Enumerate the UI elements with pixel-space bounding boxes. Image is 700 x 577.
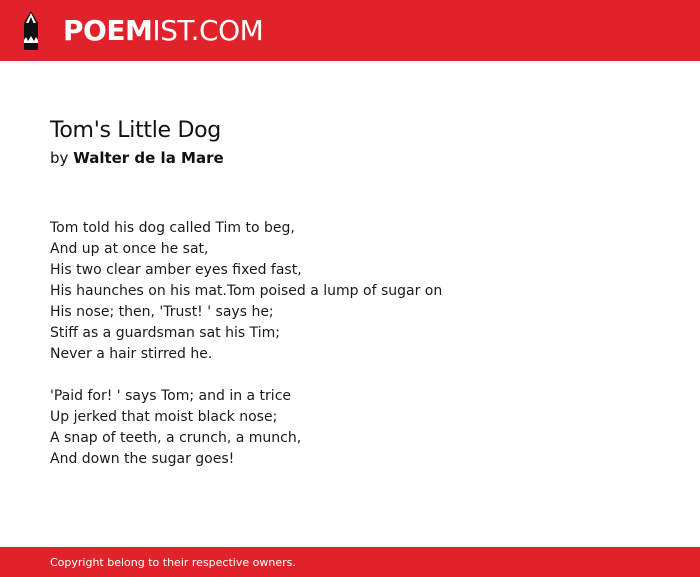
logo-text-light: IST.COM [152,13,264,47]
poem-byline [50,148,670,168]
copyright-text: Copyright belong to their respective owners. [50,555,296,569]
poem-line: Tom told his dog called Tim to beg, [50,220,295,236]
poem-stanza-1 [50,218,670,365]
site-header [0,0,700,61]
poem-line: A snap of teeth, a crunch, a munch, [50,430,302,446]
poem-title: Tom's Little Dog [50,118,221,143]
poem-line: Never a hair stirred he. [50,346,213,362]
site-logo-text [63,13,264,47]
poem-line: And down the sugar goes! [50,451,235,467]
logo-text-bold: POEM [63,13,153,47]
poem-line: 'Paid for! ' says Tom; and in a trice [50,388,292,404]
poem-line: Stiff as a guardsman sat his Tim; [50,325,280,341]
poem-author: Walter de la Mare [73,149,224,167]
site-footer [0,547,700,577]
poem-body [50,218,670,470]
poem-line: And up at once he sat, [50,241,209,257]
poem-line: His two clear amber eyes fixed fast, [50,262,302,278]
poem-line: His haunches on his mat.Tom poised a lump of sugar on [50,283,443,299]
pen-nib-icon [19,10,43,52]
poem-line: Up jerked that moist black nose; [50,409,278,425]
byline-prefix: by [50,149,69,167]
site-logo-link[interactable] [19,10,263,52]
poem-stanza-2 [50,386,670,470]
poem-content [50,117,670,470]
poem-line: His nose; then, 'Trust! ' says he; [50,304,274,320]
